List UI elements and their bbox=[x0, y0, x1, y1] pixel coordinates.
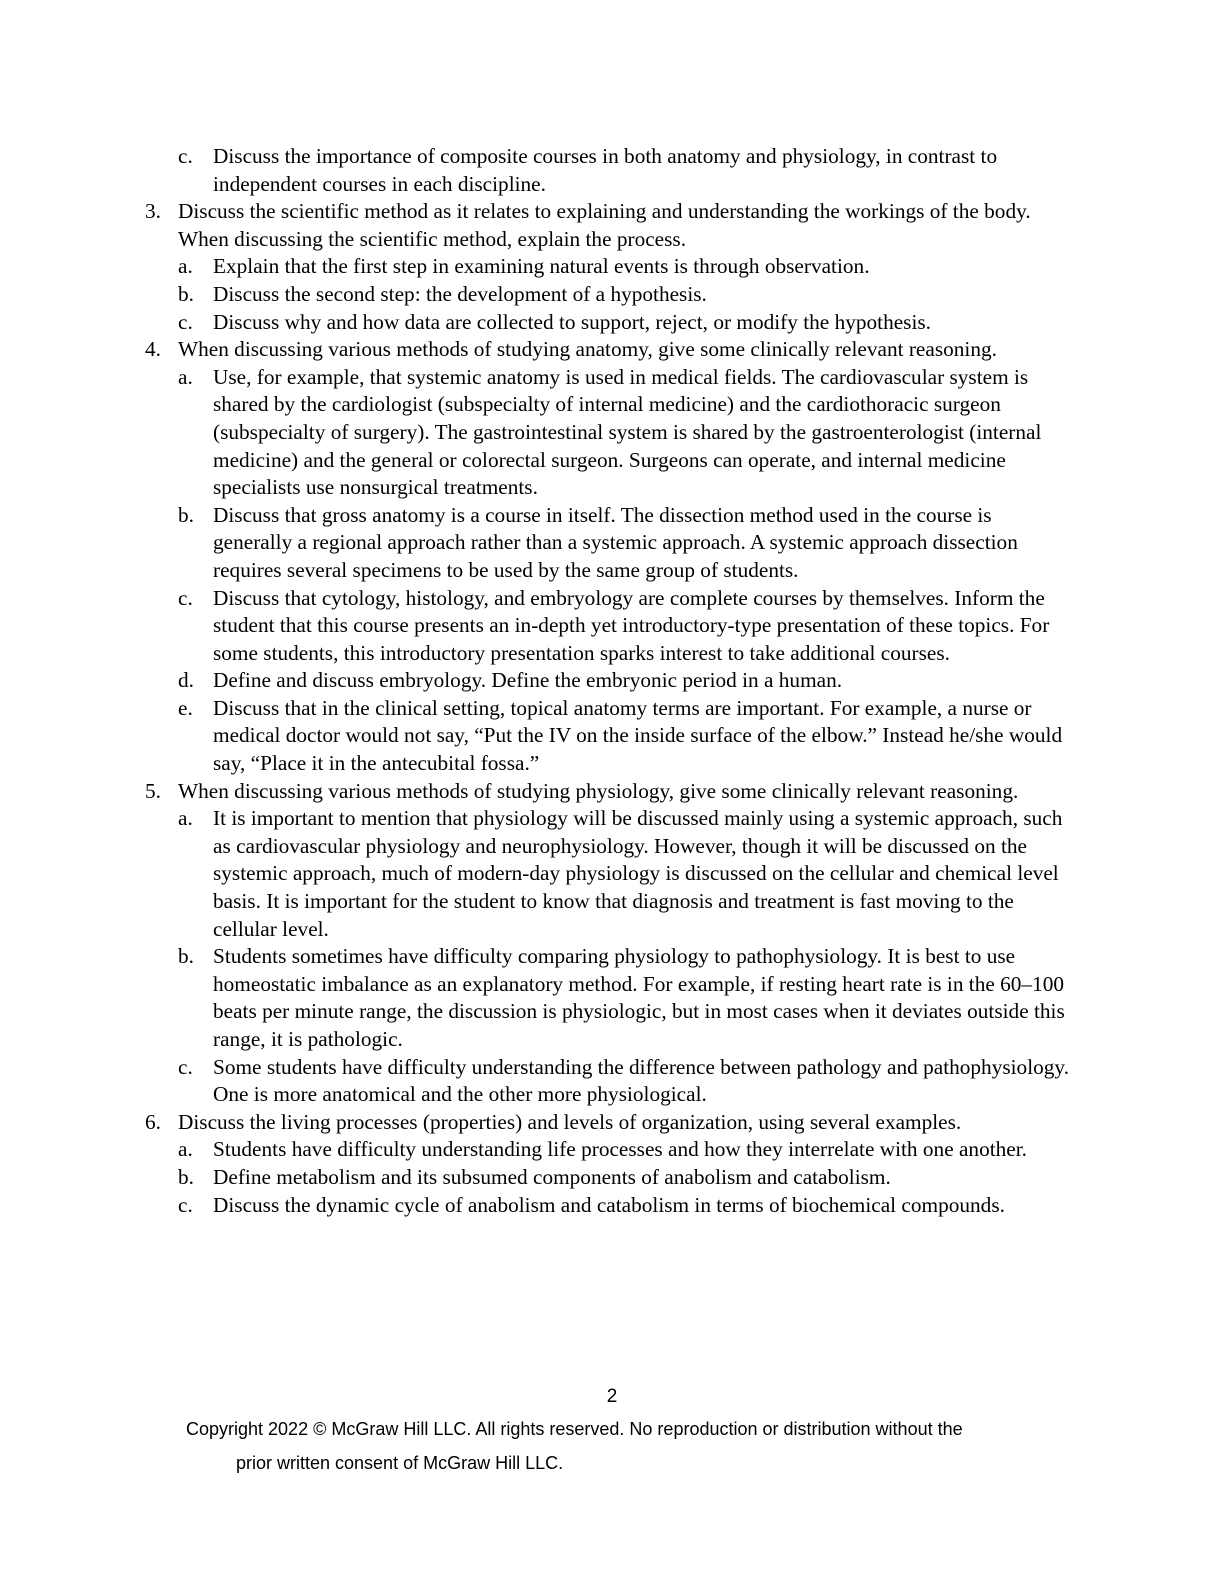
list-item-text: Discuss the dynamic cycle of anabolism and catabolism in terms of biochemical compounds. bbox=[213, 1192, 1005, 1217]
list-marker: b. bbox=[178, 281, 194, 306]
list-marker: e. bbox=[178, 695, 193, 720]
list-item bbox=[0, 1192, 1073, 1220]
list-item-text: Define and discuss embryology. Define the embryonic period in a human. bbox=[213, 668, 843, 693]
list-item-text: When discussing various methods of studying anatomy, give some clinically relevant reasoning. bbox=[178, 337, 997, 362]
list-marker: 6. bbox=[145, 1109, 161, 1134]
list-item-text: Discuss the importance of composite courses in both anatomy and physiology, in contrast to independent courses in each discipline. bbox=[213, 144, 998, 196]
list-item-text: Define metabolism and its subsumed components of anabolism and catabolism. bbox=[213, 1164, 891, 1189]
list-item bbox=[0, 778, 1078, 806]
list-item bbox=[0, 1054, 1073, 1109]
page-footer bbox=[0, 1384, 1224, 1473]
list-item-text: Discuss the scientific method as it relates to explaining and understanding the workings of the body. When discussing the scientific method, explain the process. bbox=[178, 199, 1031, 251]
list-item-text: Students sometimes have difficulty comparing physiology to pathophysiology. It is best to use homeostatic imbalance as an explanatory method. For example, if resting heart rate is in the 60–100 beats per minute range, the discussion is physiologic, but in most cases when it deviates outside this range, it is pathologic. bbox=[213, 944, 1065, 1051]
list-item bbox=[0, 336, 1078, 364]
copyright-line-2: prior written consent of McGraw Hill LLC. bbox=[236, 1453, 564, 1473]
list-marker: c. bbox=[178, 1054, 193, 1079]
list-marker: a. bbox=[178, 364, 193, 389]
list-item bbox=[0, 364, 1073, 502]
list-item bbox=[0, 198, 1078, 253]
outline-list bbox=[0, 143, 1224, 1219]
list-item bbox=[0, 695, 1073, 778]
list-marker: 5. bbox=[145, 778, 161, 803]
list-item bbox=[0, 281, 1073, 309]
list-item bbox=[0, 1109, 1078, 1137]
list-item bbox=[0, 805, 1073, 943]
list-marker: a. bbox=[178, 806, 193, 831]
list-item bbox=[0, 1136, 1073, 1164]
list-item-text: Discuss that cytology, histology, and embryology are complete courses by themselves. Inform the student that this course presents an in-depth yet introductory-type presentation of these topics. For some students, this introductory presentation sparks interest to take additional courses. bbox=[213, 585, 1050, 665]
list-item-text: Discuss the living processes (properties) and levels of organization, using several examples. bbox=[178, 1109, 962, 1134]
list-marker: c. bbox=[178, 309, 193, 334]
list-marker: c. bbox=[178, 585, 193, 610]
list-marker: d. bbox=[178, 668, 194, 693]
list-marker: b. bbox=[178, 1164, 194, 1189]
list-item-text: It is important to mention that physiology will be discussed mainly using a systemic approach, such as cardiovascular physiology and neurophysiology. However, though it will be discussed on the systemic approach, much of modern-day physiology is discussed on the cellular and chemical level basis. It is important for the student to know that diagnosis and treatment is fast moving to the cellular level. bbox=[213, 806, 1063, 941]
list-item bbox=[0, 585, 1073, 668]
list-item-text: Discuss that in the clinical setting, topical anatomy terms are important. For example, a nurse or medical doctor would not say, “Put the IV on the inside surface of the elbow.” Instead he/she would say, “Place it in the antecubital fossa.” bbox=[213, 695, 1063, 776]
list-marker: c. bbox=[178, 1192, 193, 1217]
copyright-notice bbox=[186, 1412, 1046, 1480]
list-item bbox=[0, 253, 1073, 281]
list-item bbox=[0, 502, 1073, 585]
list-item bbox=[0, 943, 1073, 1053]
list-item-text: Some students have difficulty understanding the difference between pathology and pathophysiology. One is more anatomical and the other more physiological. bbox=[213, 1054, 1070, 1107]
list-item-text: Discuss why and how data are collected to support, reject, or modify the hypothesis. bbox=[213, 309, 932, 334]
copyright-line-1: Copyright 2022 © McGraw Hill LLC. All rights reserved. No reproduction or distribution without the bbox=[186, 1419, 963, 1439]
list-item-text: Discuss that gross anatomy is a course in itself. The dissection method used in the course is generally a regional approach rather than a systemic approach. A systemic approach dissection requires several specimens to be used by the same group of students. bbox=[213, 502, 1018, 582]
list-marker: 4. bbox=[145, 337, 161, 362]
list-item bbox=[0, 143, 1073, 198]
list-item-text: When discussing various methods of studying physiology, give some clinically relevant reasoning. bbox=[178, 778, 1019, 803]
list-item bbox=[0, 667, 1073, 695]
list-item-text: Use, for example, that systemic anatomy is used in medical fields. The cardiovascular system is shared by the cardiologist (subspecialty of internal medicine) and the cardiothoracic surgeon (subspecialty of surgery). The gastrointestinal system is shared by the gastroenterologist (internal medicine) and the general or colorectal surgeon. Surgeons can operate, and internal medicine specialists use nonsurgical treatments. bbox=[213, 364, 1042, 500]
list-item bbox=[0, 309, 1073, 337]
list-marker: b. bbox=[178, 502, 194, 527]
list-item-text: Students have difficulty understanding life processes and how they interrelate with one another. bbox=[213, 1137, 1027, 1162]
list-item-text: Discuss the second step: the development of a hypothesis. bbox=[213, 281, 707, 306]
list-marker: 3. bbox=[145, 199, 161, 224]
list-marker: c. bbox=[178, 144, 193, 168]
page-number: 2 bbox=[606, 1386, 618, 1407]
list-marker: a. bbox=[178, 1137, 193, 1162]
list-marker: a. bbox=[178, 254, 193, 279]
list-marker: b. bbox=[178, 944, 194, 969]
list-item bbox=[0, 1164, 1073, 1192]
list-item-text: Explain that the first step in examining natural events is through observation. bbox=[213, 254, 870, 279]
